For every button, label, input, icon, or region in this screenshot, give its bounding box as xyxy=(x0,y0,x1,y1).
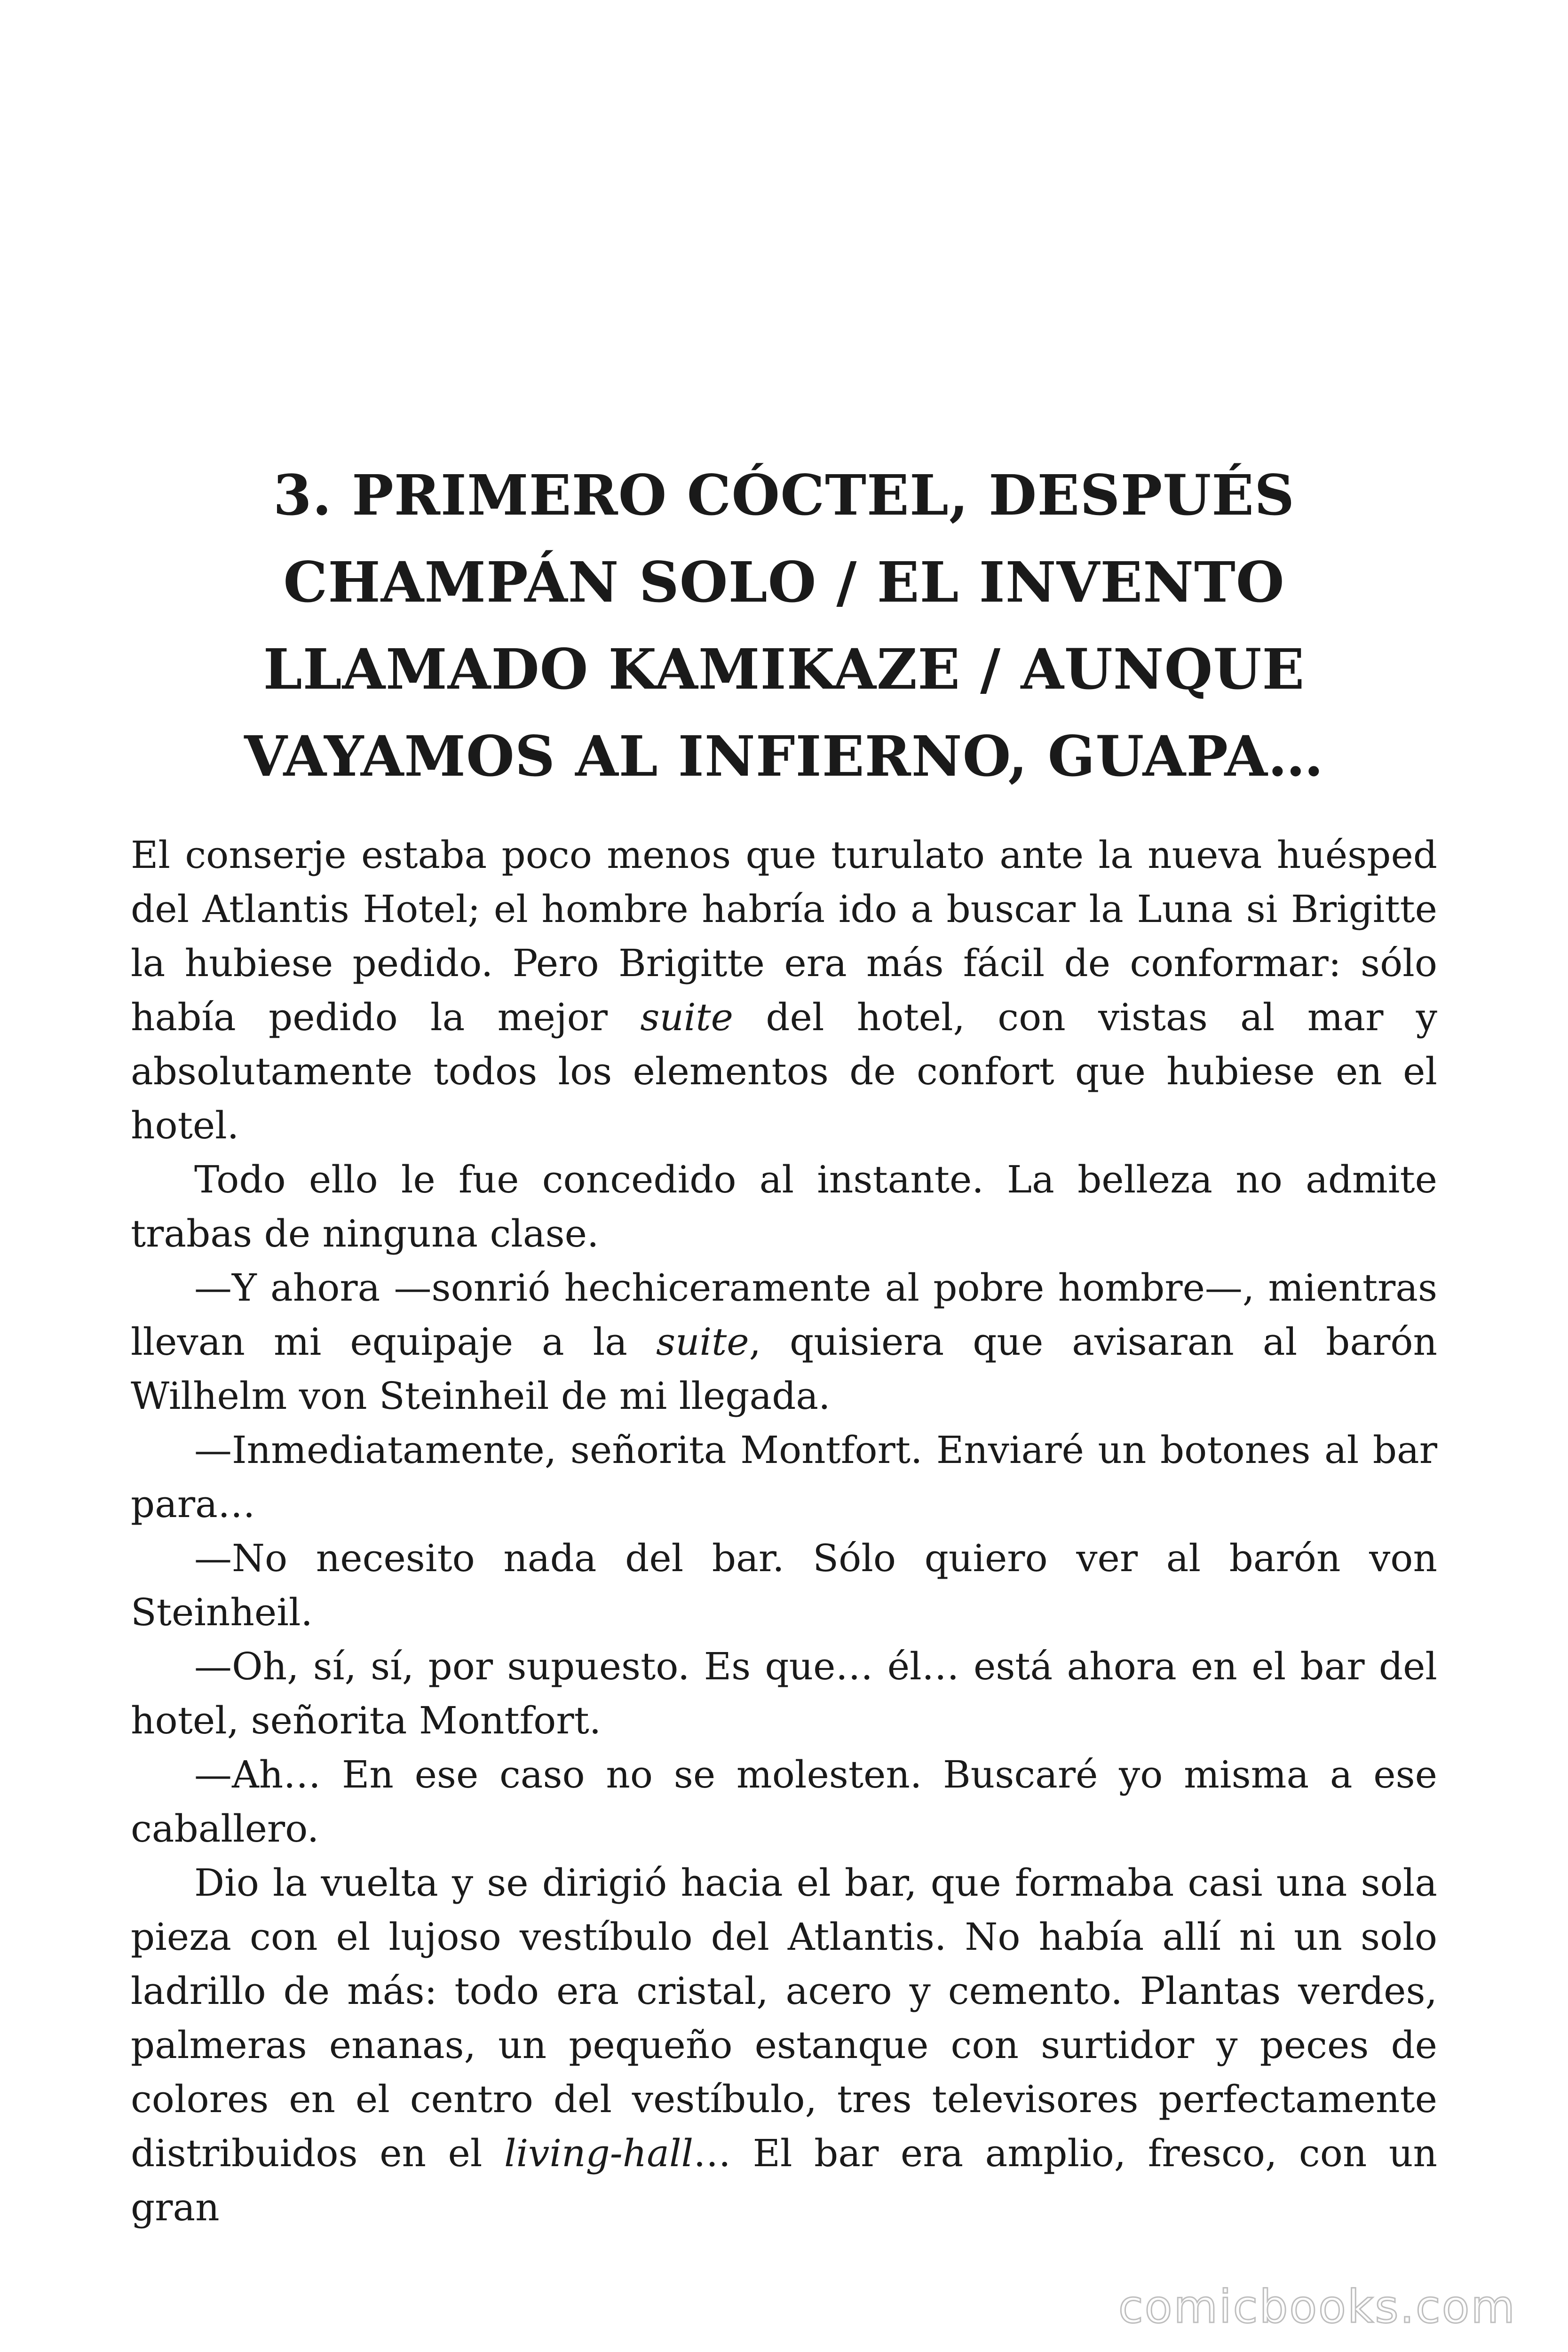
chapter-title-line: LLAMADO KAMIKAZE / AUNQUE xyxy=(263,636,1305,702)
paragraph xyxy=(131,1531,1437,1639)
paragraph-text: —Y ahora —sonrió hechiceramente al pobre hombre—, mientras llevan mi equipaje a la xyxy=(131,1266,1437,1364)
paragraph-text: —No necesito nada del bar. Sólo quiero ver al barón von Steinheil. xyxy=(131,1536,1437,1634)
italic-text: living-hall xyxy=(504,2131,694,2175)
paragraph xyxy=(131,1639,1437,1748)
chapter-title xyxy=(132,452,1436,800)
paragraph-text: —Ah… En ese caso no se molesten. Buscaré yo misma a ese caballero. xyxy=(131,1753,1437,1851)
paragraph-text: Dio la vuelta y se dirigió hacia el bar, que formaba casi una sola pieza con el lujoso vestíbulo del Atlantis. No había allí ni un solo ladrillo de más: todo era cristal, acero y cemento. Plantas verdes, palmeras enanas, un pequeño estanque con surtidor y peces de colores en el centro del vestíbulo, tres televisores perfectamente distribuidos en el xyxy=(131,1861,1437,2175)
paragraph-text: … El bar era amplio, fresco, con un gran xyxy=(131,2131,1438,2229)
paragraph-text: , quisiera que avisaran al barón Wilhelm von Steinheil de mi llegada. xyxy=(131,1320,1438,1418)
chapter-title-line: VAYAMOS AL INFIERNO, GUAPA… xyxy=(244,723,1324,789)
chapter-title-line: CHAMPÁN SOLO / EL INVENTO xyxy=(283,549,1285,615)
paragraph xyxy=(131,1856,1437,2234)
chapter-body xyxy=(131,828,1437,2234)
paragraph xyxy=(131,1423,1437,1531)
paragraph-text: —Oh, sí, sí, por supuesto. Es que… él… está ahora en el bar del hotel, señorita Montfort. xyxy=(131,1645,1437,1742)
paragraph-text: Todo ello le fue concedido al instante. La belleza no admite trabas de ninguna clase. xyxy=(131,1158,1437,1255)
paragraph-text: —Inmediatamente, señorita Montfort. Enviaré un botones al bar para… xyxy=(131,1428,1437,1526)
italic-text: suite xyxy=(656,1320,749,1364)
italic-text: suite xyxy=(640,995,734,1039)
watermark-logo: comicbooks.com xyxy=(1118,2280,1516,2333)
paragraph xyxy=(131,1152,1437,1261)
paragraph xyxy=(131,828,1437,1152)
paragraph-text: El conserje estaba poco menos que turulato ante la nueva huésped del Atlantis Hotel; el hombre habría ido a buscar la Luna si Brigitte la hubiese pedido. Pero Brigitte era más fácil de conformar: sólo había pedido la mejor xyxy=(131,833,1437,1039)
chapter-title-line: 3. PRIMERO CÓCTEL, DESPUÉS xyxy=(273,462,1295,528)
paragraph xyxy=(131,1748,1437,1856)
paragraph-text: del hotel, con vistas al mar y absolutamente todos los elementos de confort que hubiese en el hotel. xyxy=(131,995,1437,1147)
paragraph xyxy=(131,1261,1437,1423)
